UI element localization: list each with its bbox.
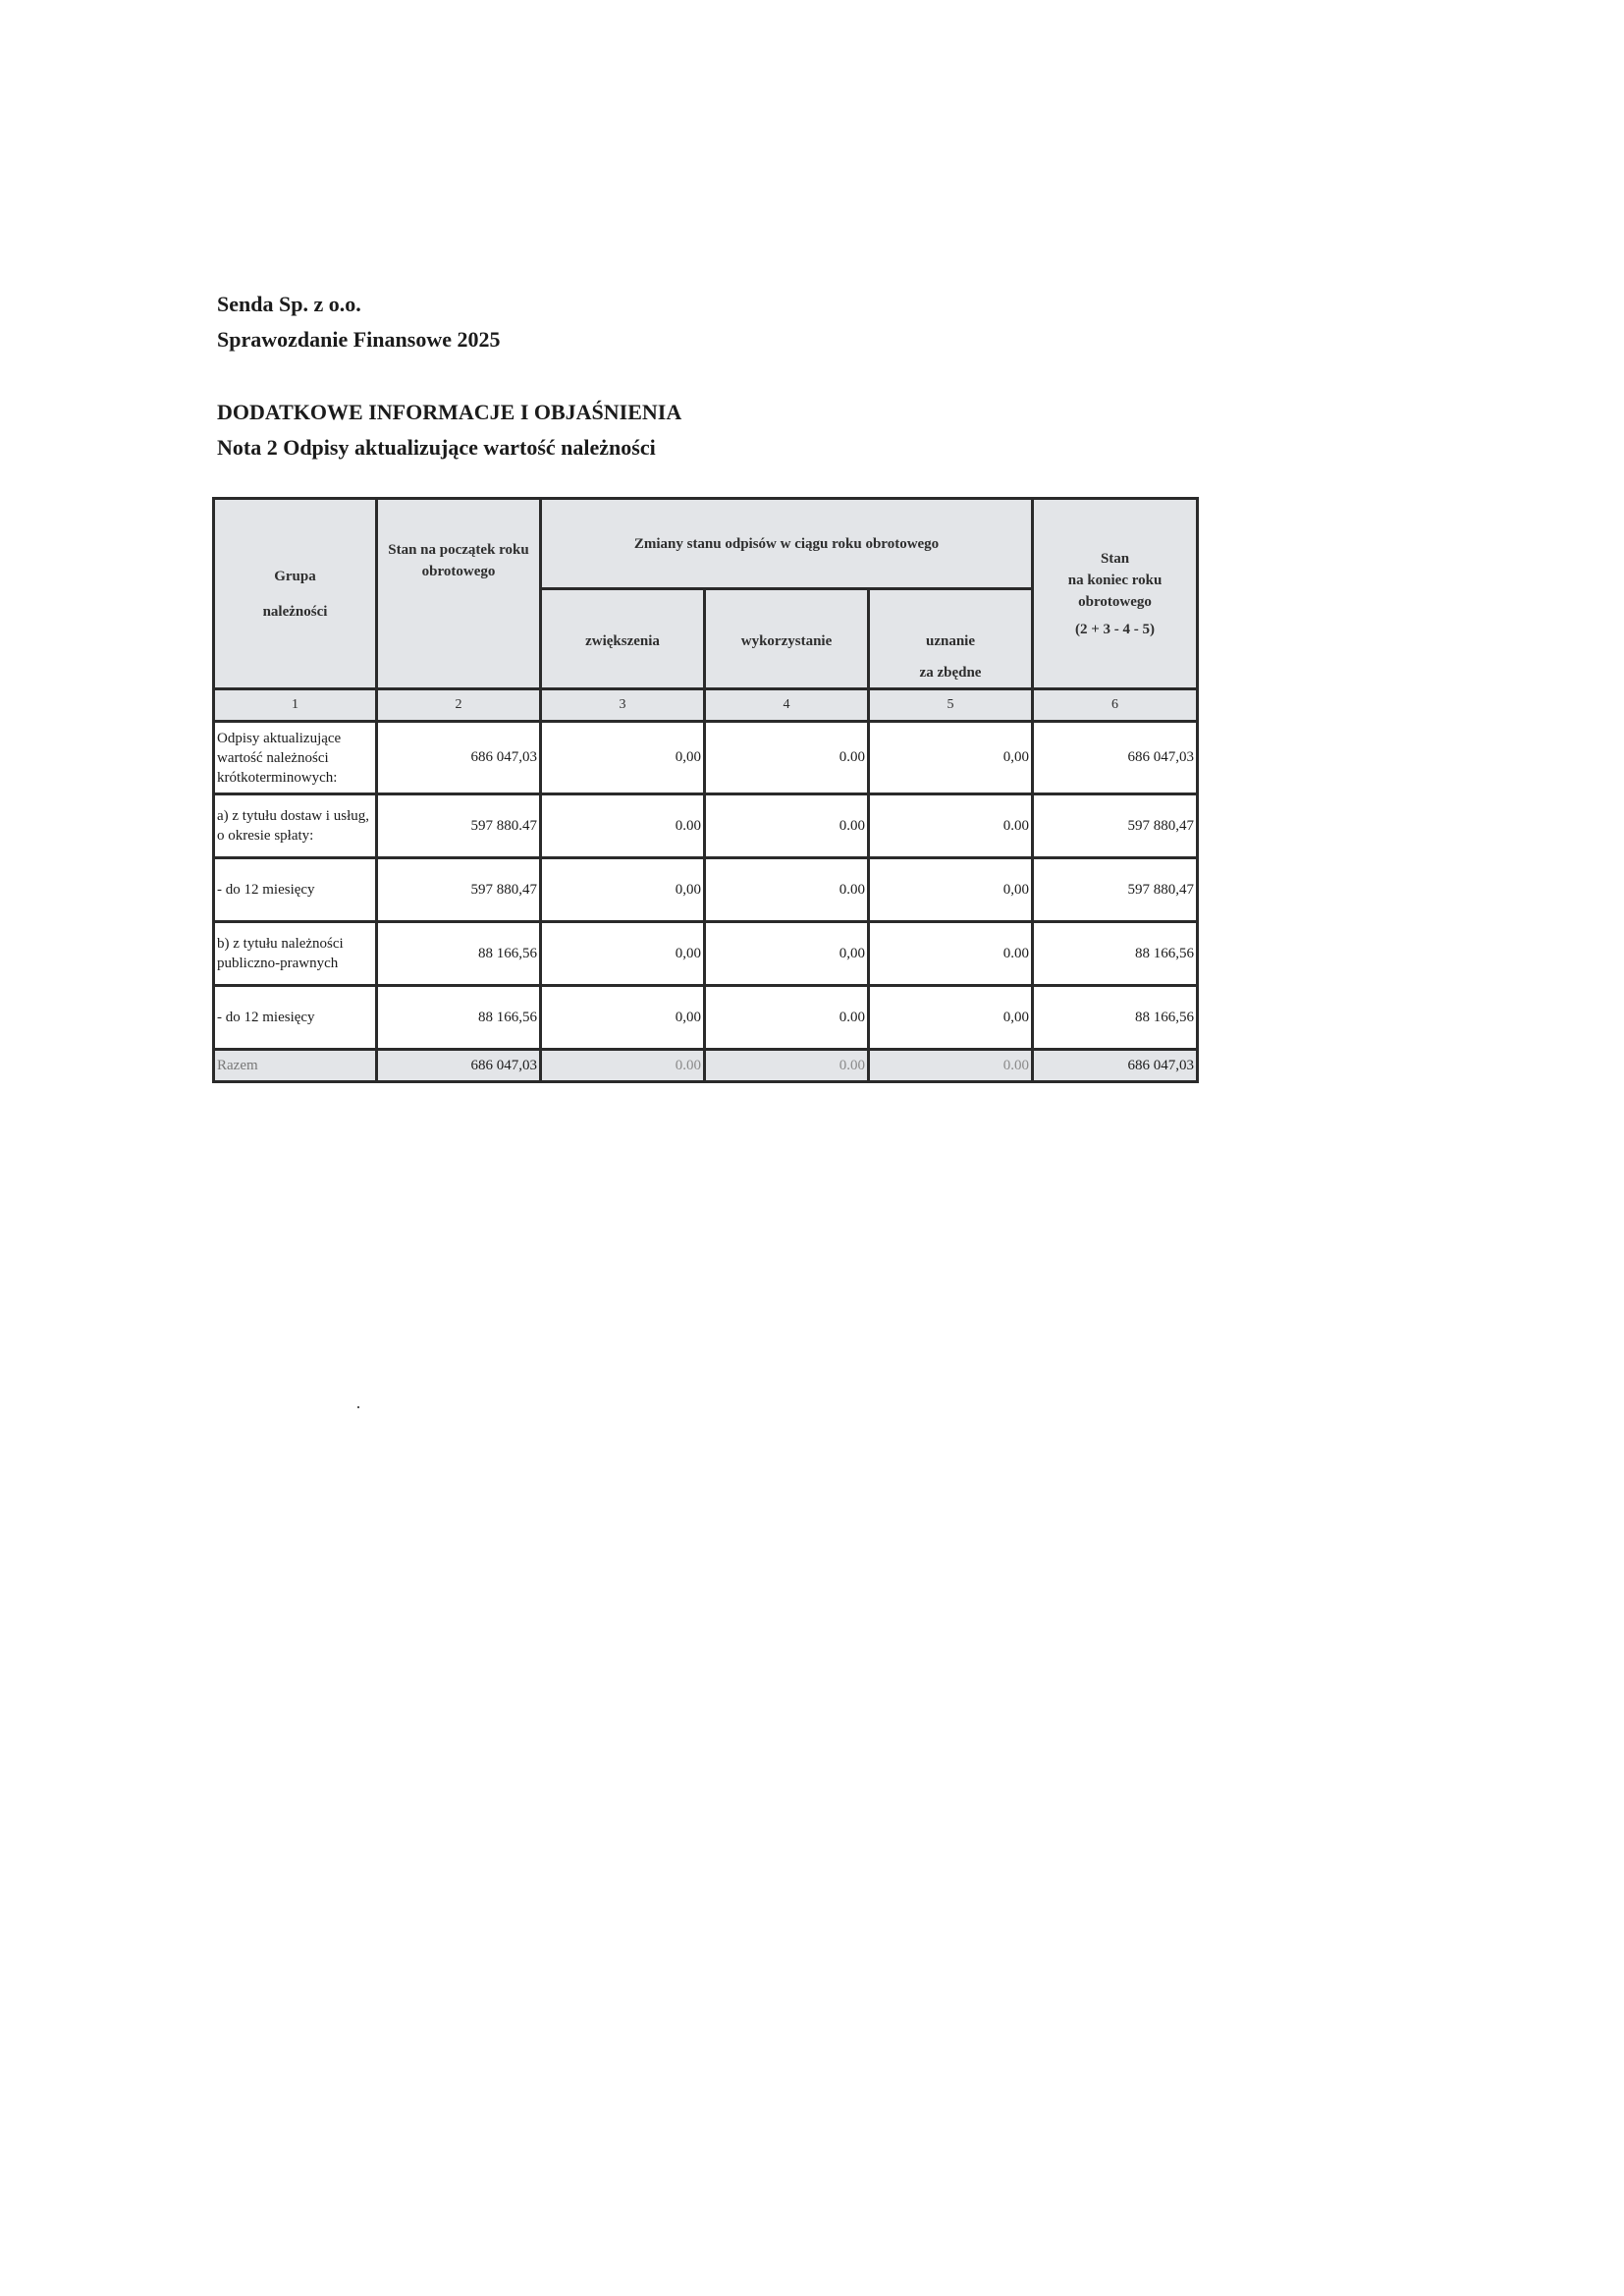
header-increase [541,589,705,689]
cell-increase: 0,00 [541,986,705,1050]
cell-increase: 0,00 [541,922,705,986]
cell-end: 597 880,47 [1033,794,1198,858]
col-number: 1 [214,689,377,722]
section-title: DODATKOWE INFORMACJE I OBJAŚNIENIA [217,400,682,424]
row-label: - do 12 miesięcy [214,986,377,1050]
cell-increase: 0,00 [541,858,705,922]
cell-used: 0.00 [705,986,869,1050]
header-used [705,589,869,689]
total-label: Razem [214,1050,377,1082]
cell-used: 0.00 [705,722,869,794]
header-end-line1: Stan [1100,550,1130,567]
cell-start: 597 880.47 [377,794,541,858]
header-start: Stan na początek roku obrotowego [377,499,541,689]
header-changes: Zmiany stanu odpisów w ciągu roku obrotowego [541,499,1033,589]
table-row [214,986,1198,1050]
row-label: Odpisy aktualizujące wartość należności krótkoterminowych: [214,722,377,794]
header-recognized [869,589,1033,689]
header-end-line2: na koniec roku obrotowego [1067,572,1163,610]
col-number: 2 [377,689,541,722]
cell-recognized: 0.00 [869,922,1033,986]
cell-end: 597 880,47 [1033,858,1198,922]
table-row [214,858,1198,922]
total-end: 686 047,03 [1033,1050,1198,1082]
total-increase: 0.00 [541,1050,705,1082]
report-title: Sprawozdanie Finansowe 2025 [217,327,501,352]
cell-used: 0.00 [705,858,869,922]
row-label: a) z tytułu dostaw i usług, o okresie spłaty: [214,794,377,858]
total-start: 686 047,03 [377,1050,541,1082]
row-label: b) z tytułu należności publiczno-prawnych [214,922,377,986]
header-recognized-line1: uznanie [926,633,976,649]
header-end [1033,499,1198,689]
header-group-line1: Grupa [274,568,316,584]
col-number: 3 [541,689,705,722]
company-name: Senda Sp. z o.o. [217,292,361,316]
cell-end: 88 166,56 [1033,922,1198,986]
cell-start: 88 166,56 [377,922,541,986]
cell-end: 88 166,56 [1033,986,1198,1050]
cell-used: 0,00 [705,922,869,986]
header-increase-label: zwiększenia [585,633,660,649]
cell-increase: 0,00 [541,722,705,794]
scan-speck [357,1406,359,1408]
col-number: 4 [705,689,869,722]
col-number: 5 [869,689,1033,722]
cell-recognized: 0,00 [869,722,1033,794]
cell-recognized: 0,00 [869,858,1033,922]
cell-start: 597 880,47 [377,858,541,922]
cell-start: 686 047,03 [377,722,541,794]
col-number: 6 [1033,689,1198,722]
cell-used: 0.00 [705,794,869,858]
cell-recognized: 0.00 [869,794,1033,858]
header-group [214,499,377,689]
receivables-writedown-table [212,497,1199,1083]
table-row [214,722,1198,794]
note-title: Nota 2 Odpisy aktualizujące wartość należności [217,435,656,460]
cell-end: 686 047,03 [1033,722,1198,794]
header-group-line2: należności [262,603,328,620]
total-recognized: 0.00 [869,1050,1033,1082]
cell-increase: 0.00 [541,794,705,858]
cell-recognized: 0,00 [869,986,1033,1050]
document-header [217,287,681,465]
total-used: 0.00 [705,1050,869,1082]
header-end-formula: (2 + 3 - 4 - 5) [1075,621,1156,637]
cell-start: 88 166,56 [377,986,541,1050]
header-recognized-line2: za zbędne [919,665,982,681]
table-row [214,794,1198,858]
table-row [214,922,1198,986]
row-label: - do 12 miesięcy [214,858,377,922]
total-row [214,1050,1198,1082]
header-used-label: wykorzystanie [740,633,833,649]
